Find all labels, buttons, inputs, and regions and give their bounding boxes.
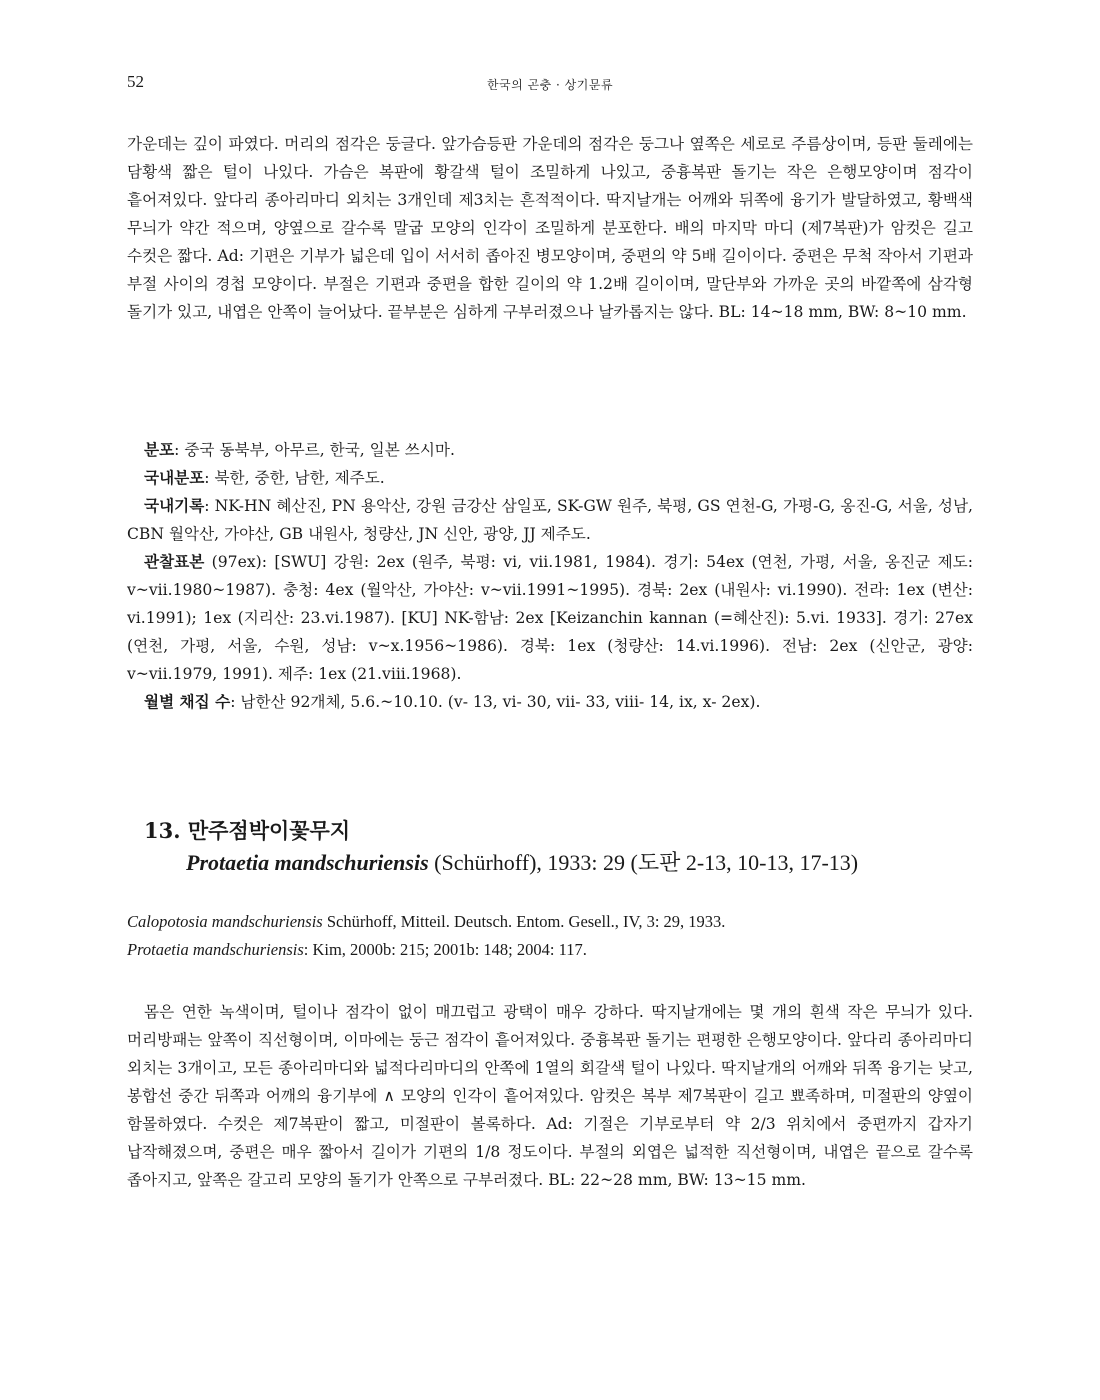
page-header bbox=[0, 72, 1100, 100]
examined-specimens-label: 관찰표본 bbox=[144, 552, 205, 571]
domestic-records-line bbox=[127, 492, 973, 548]
description-continued-block bbox=[127, 130, 973, 326]
domestic-distribution-label: 국내분포 bbox=[144, 468, 205, 487]
records-block bbox=[127, 436, 973, 716]
species-scientific-line bbox=[127, 846, 973, 880]
monthly-collection-label: 월별 채집 수 bbox=[144, 692, 231, 711]
species-number-title: 13. 만주점박이꽃무지 bbox=[144, 818, 351, 843]
running-head: 한국의 곤충 · 상기문류 bbox=[486, 78, 614, 92]
synonym-list bbox=[127, 908, 973, 964]
synonym-name: Calopotosia mandschuriensis bbox=[127, 912, 323, 931]
domestic-distribution-line bbox=[127, 464, 973, 492]
description-continued-paragraph: 가운데는 깊이 파였다. 머리의 점각은 둥글다. 앞가슴등판 가운데의 점각은 둥그나 옆쪽은 세로로 주름상이며, 등판 둘레에는 담황색 짧은 털이 나있다. 가슴은 복판에 황갈색 털이 조밀하게 나있고, 중흉복판 돌기는 작은 은행모양이며 점각이 흩어져있다. 앞다리 종아리마디 외치는 3개인데 제3치는 흔적적이다. 딱지날개는 어깨와 뒤쪽에 융기가 발달하였고, 황백색 무늬가 약간 적으며, 양옆으로 갈수록 말굽 모양의 인각이 조밀하게 분포한다. 배의 마지막 마디 (제7복판)가 암컷은 길고 수컷은 짧다. Ad: 기편은 기부가 넓은데 입이 서서히 좁아진 병모양이며, 중편의 약 5배 길이이다. 중편은 무척 작아서 기편과 부절 사이의 경첩 모양이다. 부절은 기편과 중편을 합한 길이의 약 1.2배 길이이며, 말단부와 가까운 곳의 바깥쪽에 삼각형 돌기가 있고, 내엽은 안쪽이 늘어났다. 끝부분은 심하게 구부러졌으나 날카롭지는 않다. BL: 14~18 mm, BW: 8~10 mm. bbox=[127, 135, 973, 321]
domestic-records-label: 국내기록 bbox=[144, 496, 205, 515]
species-heading bbox=[127, 816, 973, 880]
domestic-records-text: : NK-HN 혜산진, PN 용악산, 강원 금강산 삼일포, SK-GW 원주, 북평, GS 연천-G, 가평-G, 옹진-G, 서울, 성남, CBN 월악산, 가야산, GB 내원사, 청량산, JN 신안, 광양, JJ 제주도. bbox=[127, 497, 973, 543]
distribution-label: 분포 bbox=[144, 440, 175, 459]
distribution-text: : 중국 동북부, 아무르, 한국, 일본 쓰시마. bbox=[174, 441, 455, 459]
domestic-distribution-text: : 북한, 중한, 남한, 제주도. bbox=[204, 469, 385, 487]
examined-specimens-text: (97ex): [SWU] 강원: 2ex (원주, 북평: vi, vii.1981, 1984). 경기: 54ex (연천, 가평, 서울, 옹진군 제도: v~vii.1980~1987). 충청: 4ex (월악산, 가야산: v~vii.1991~1995). 경북: 2ex (내원사: vi.1990). 전라: 1ex (변산: vi.1991); 1ex (지리산: 23.vi.1987). [KU] NK-함남: 2ex [Keizanchin kannan (=혜산진): 5.vi. 1933]. 경기: 27ex (연천, 가평, 서울, 수원, 성남: v~x.1956~1986). 경북: 1ex (청량산: 14.vi.1996). 전남: 2ex (신안군, 광양: v~vii.1979, 1991). 제주: 1ex (21.viii.1968). bbox=[127, 553, 973, 683]
synonym-citation: Schürhoff, Mitteil. Deutsch. Entom. Gesell., IV, 3: 29, 1933. bbox=[322, 912, 726, 931]
examined-specimens-line bbox=[127, 548, 973, 688]
distribution-line bbox=[127, 436, 973, 464]
species-description-block bbox=[127, 998, 973, 1194]
synonym-citation: : Kim, 2000b: 215; 2001b: 148; 2004: 117. bbox=[303, 940, 587, 959]
monthly-collection-text: : 남한산 92개체, 5.6.~10.10. (v- 13, vi- 30, vii- 33, viii- 14, ix, x- 2ex). bbox=[230, 693, 761, 711]
synonym-name: Protaetia mandschuriensis bbox=[127, 940, 304, 959]
species-author-citation: (Schürhoff), 1933: 29 (도판 2-13, 10-13, 17-13) bbox=[428, 850, 859, 875]
page-number: 52 bbox=[127, 72, 144, 91]
monthly-collection-line bbox=[127, 688, 973, 716]
synonym-entry bbox=[127, 908, 973, 936]
synonym-entry bbox=[127, 936, 973, 964]
species-description-paragraph: 몸은 연한 녹색이며, 털이나 점각이 없이 매끄럽고 광택이 매우 강하다. 딱지날개에는 몇 개의 흰색 작은 무늬가 있다. 머리방패는 앞쪽이 직선형이며, 이마에는 둥근 점각이 흩어져있다. 중흉복판 돌기는 편평한 은행모양이다. 앞다리 종아리마디 외치는 3개이고, 모든 종아리마디와 넓적다리마디의 안쪽에 1열의 회갈색 털이 나있다. 딱지날개의 어깨와 뒤쪽 융기는 낮고, 봉합선 중간 뒤쪽과 어깨의 융기부에 ∧ 모양의 인각이 흩어져있다. 암컷은 복부 제7복판이 길고 뾰족하며, 미절판의 양옆이 함몰하였다. 수컷은 제7복판이 짧고, 미절판이 볼록하다. Ad: 기절은 기부로부터 약 2/3 위치에서 중편까지 갑자기 납작해졌으며, 중편은 매우 짧아서 길이가 기편의 1/8 정도이다. 부절의 외엽은 넓적한 직선형이며, 내엽은 끝으로 갈수록 좁아지고, 앞쪽은 갈고리 모양의 돌기가 안쪽으로 구부러졌다. BL: 22~28 mm, BW: 13~15 mm. bbox=[127, 1003, 973, 1189]
species-scientific-name: Protaetia mandschuriensis bbox=[186, 850, 429, 875]
